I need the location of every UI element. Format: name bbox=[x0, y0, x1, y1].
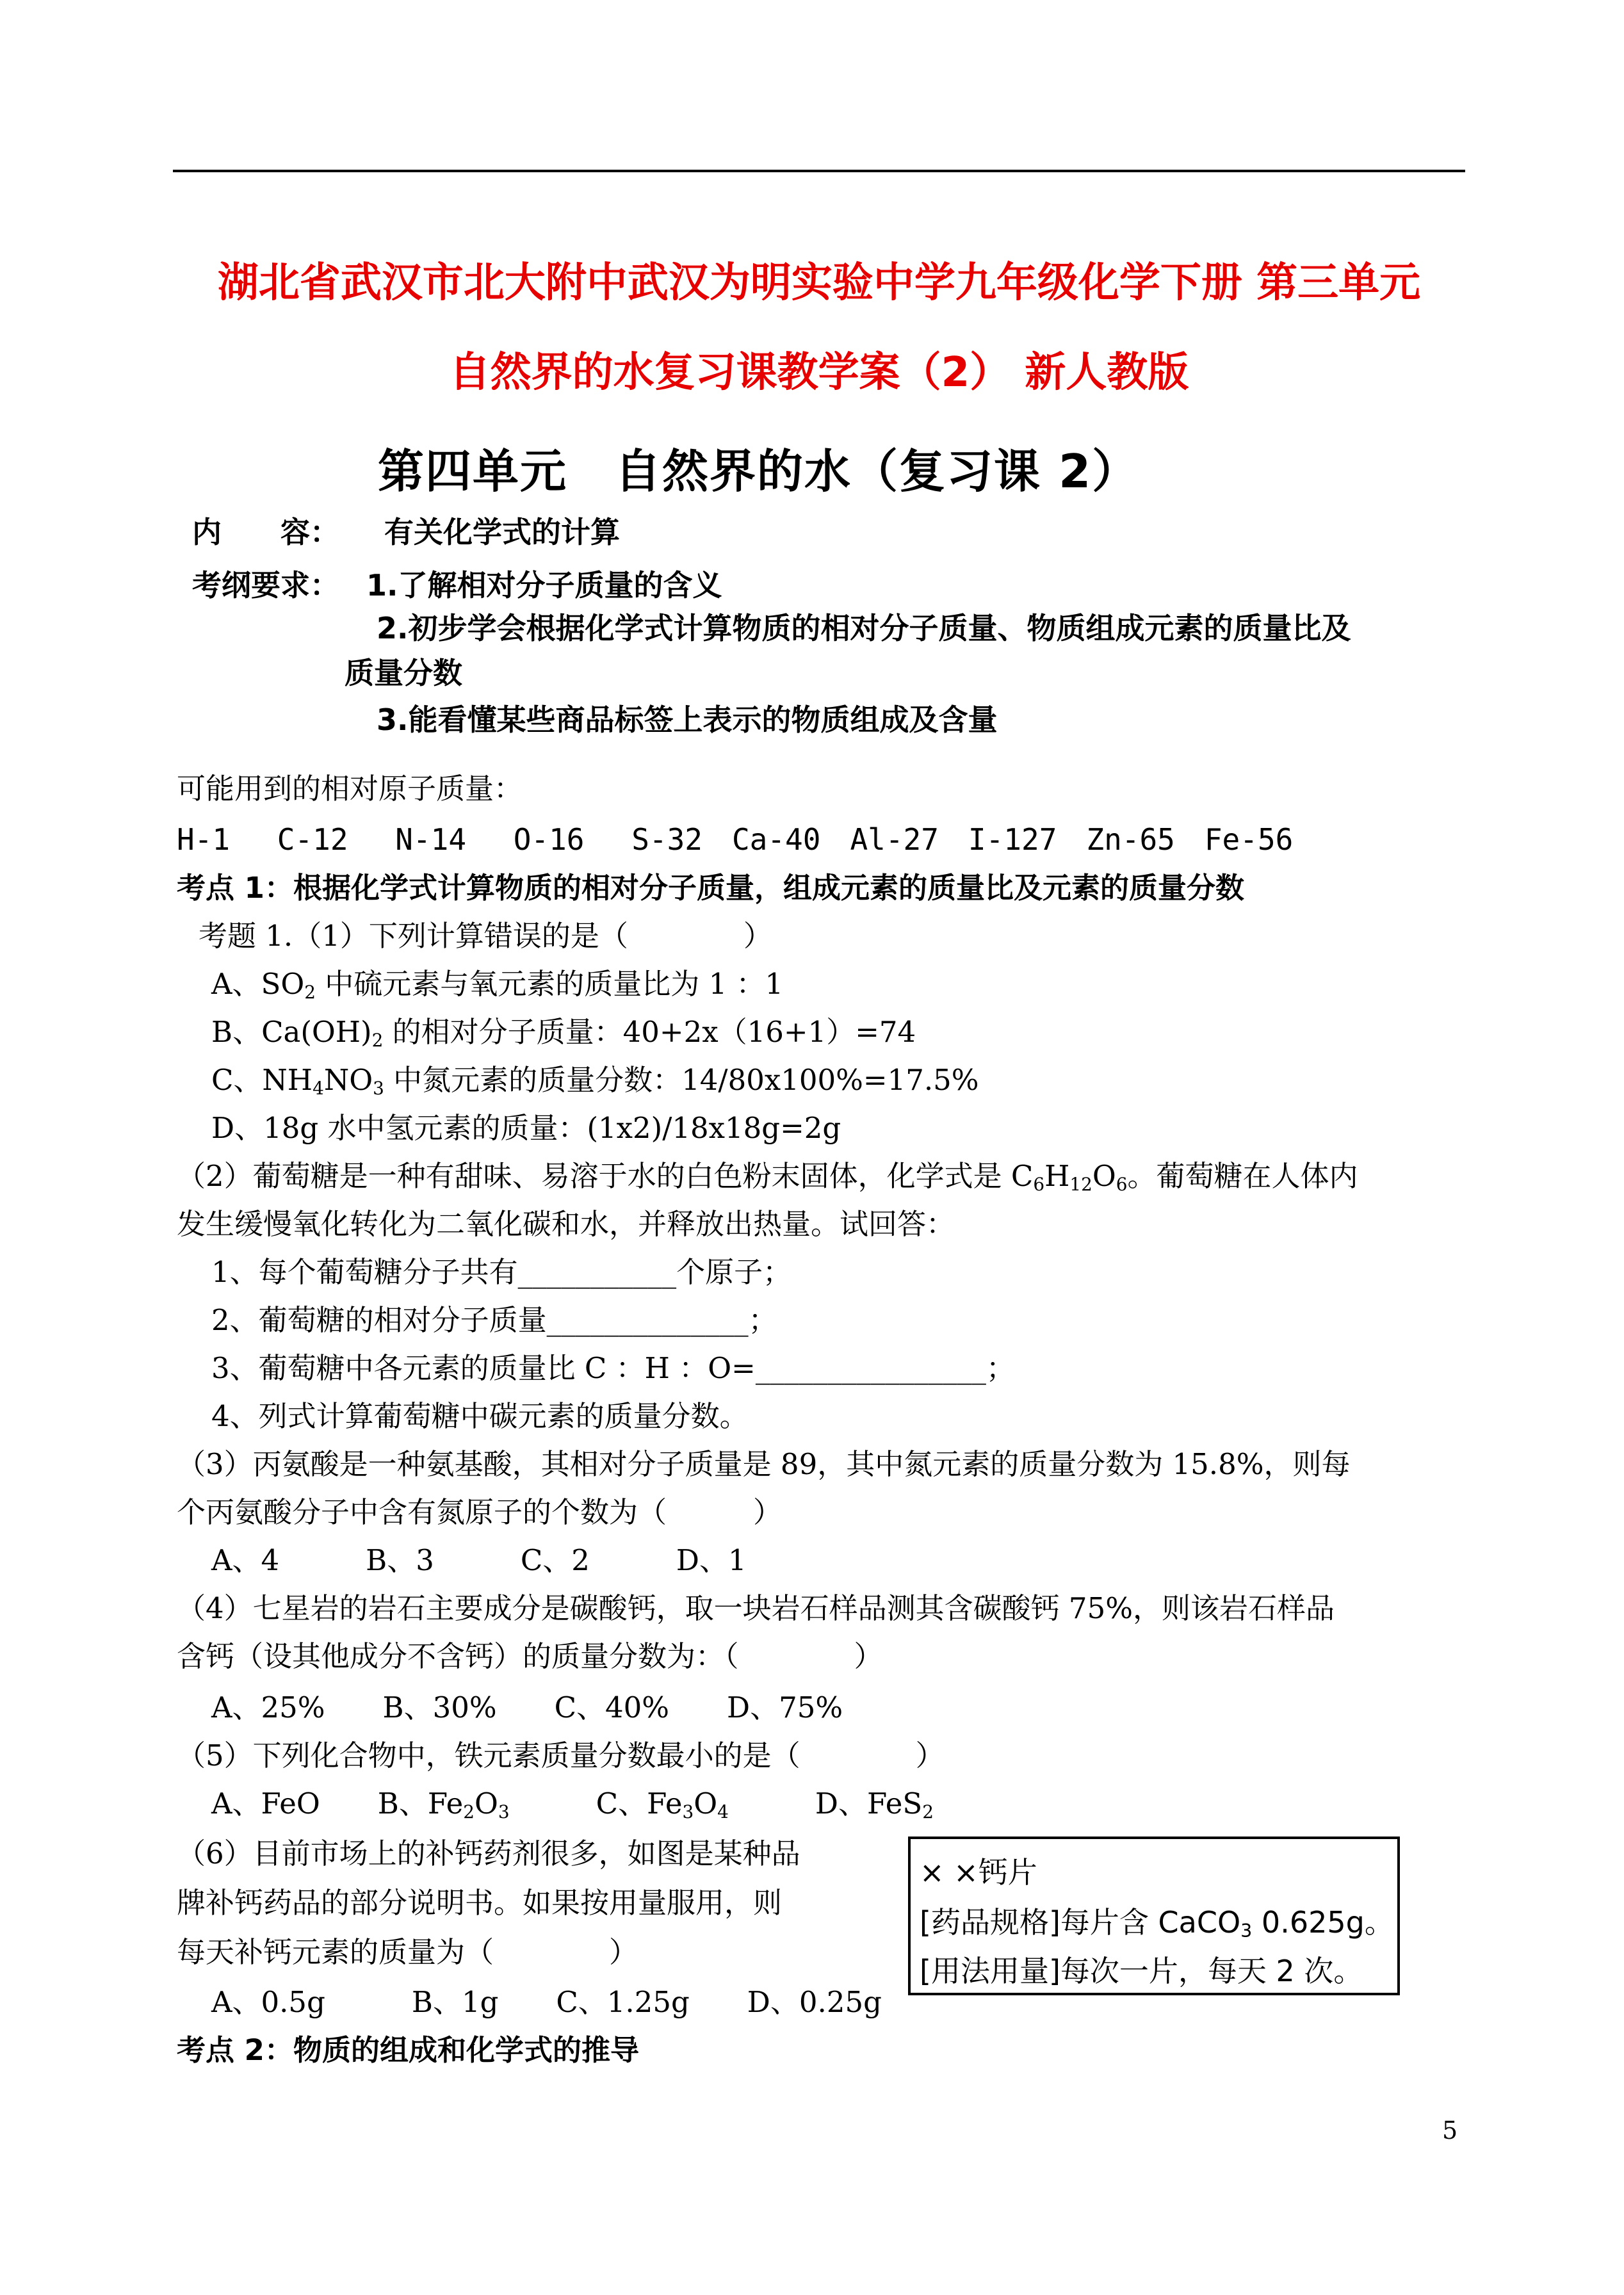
q1-option-a: A、$SO_2$ 中硫元素与氧元素的质量比为 1 ：1 bbox=[211, 967, 784, 1003]
q4-stem-line2: 含钙（设其他成分不含钙）的质量分数为：（ ） bbox=[177, 1639, 883, 1673]
atomic-mass-intro: 可能用到的相对原子质量： bbox=[177, 772, 523, 806]
q1-option-b: B、$Ca(OH)_2$ 的相对分子质量：40+2x（16+1）=74 bbox=[211, 1015, 916, 1051]
label-product-name: × ×钙片 bbox=[920, 1855, 1037, 1890]
syllabus-item-3: 3.能看懂某些商品标签上表示的物质组成及含量 bbox=[377, 702, 998, 737]
document-title-line1: 湖北省武汉市北大附中武汉为明实验中学九年级化学下册 第三单元 bbox=[217, 259, 1421, 307]
unit-heading: 第四单元 自然界的水（复习课 2） bbox=[378, 444, 1140, 498]
q2-item-2: 2、葡萄糖的相对分子质量______________； bbox=[211, 1303, 777, 1337]
syllabus-item-2-cont: 质量分数 bbox=[345, 656, 462, 690]
q2-stem-line2: 发生缓慢氧化转化为二氧化碳和水，并释放出热量。试回答： bbox=[177, 1207, 955, 1241]
syllabus-item-1: 1.了解相对分子质量的含义 bbox=[366, 568, 722, 603]
syllabus-item-2: 2.初步学会根据化学式计算物质的相对分子质量、物质组成元素的质量比及 bbox=[377, 611, 1351, 645]
q3-stem-line2: 个丙氨酸分子中含有氮原子的个数为（ ） bbox=[177, 1495, 783, 1529]
q4-stem-line1: （4）七星岩的岩石主要成分是碳酸钙，取一块岩石样品测其含碳酸钙 75%，则该岩石样品 bbox=[177, 1591, 1335, 1625]
q5-options: A、FeO B、$Fe_2O_3$ C、$Fe_3O_4$ D、FeS$_2$ bbox=[211, 1787, 934, 1822]
page-number: 5 bbox=[1442, 2116, 1458, 2145]
q6-stem-line1: （6）目前市场上的补钙药剂很多，如图是某种品 bbox=[177, 1837, 800, 1870]
q2-item-3: 3、葡萄糖中各元素的质量比 C ：H ：O=________________； bbox=[211, 1351, 1015, 1385]
q6-options: A、0.5g B、1g C、1.25g D、0.25g bbox=[211, 1985, 882, 2019]
q1-stem: 考题 1.（1）下列计算错误的是（ ） bbox=[199, 919, 772, 953]
q4-options: A、25% B、30% C、40% D、75% bbox=[211, 1691, 843, 1724]
syllabus-label: 考纲要求： bbox=[192, 568, 339, 603]
label-usage: [用法用量]每次一片，每天 2 次。 bbox=[920, 1954, 1363, 1988]
q1-option-c: C、$NH_4NO_3$ 中氮元素的质量分数：14/80x100%=17.5% bbox=[211, 1063, 979, 1099]
calcium-tablet-label bbox=[908, 1837, 1400, 1995]
q1-option-d: D、18g 水中氢元素的质量：(1x2)/18x18g=2g bbox=[211, 1111, 841, 1145]
content-label: 内 容： bbox=[192, 515, 339, 549]
q2-item-4: 4、列式计算葡萄糖中碳元素的质量分数。 bbox=[211, 1399, 749, 1433]
content-value: 有关化学式的计算 bbox=[384, 515, 620, 549]
q5-stem: （5）下列化合物中，铁元素质量分数最小的是（ ） bbox=[177, 1739, 945, 1772]
q2-stem-line1: （2）葡萄糖是一种有甜味、易溶于水的白色粉末固体，化学式是 $C_6H_{12}O_6$。葡萄糖在人体内 bbox=[177, 1159, 1358, 1195]
q3-stem-line1: （3）丙氨酸是一种氨基酸，其相对分子质量是 89，其中氮元素的质量分数为 15.8%，则每 bbox=[177, 1447, 1351, 1481]
document-title-line2: 自然界的水复习课教学案（2） 新人教版 bbox=[449, 349, 1189, 396]
q6-stem-line3: 每天补钙元素的质量为（ ） bbox=[177, 1935, 638, 1969]
q3-options: A、4 B、3 C、2 D、1 bbox=[211, 1543, 747, 1577]
q2-item-1: 1、每个葡萄糖分子共有___________个原子； bbox=[211, 1255, 792, 1289]
label-spec: [药品规格]每片含 CaCO$_3$ 0.625g。 bbox=[920, 1905, 1394, 1942]
header-rule bbox=[173, 170, 1465, 172]
point1-title: 考点 1：根据化学式计算物质的相对分子质量，组成元素的质量比及元素的质量分数 bbox=[177, 871, 1244, 905]
point2-title: 考点 2：物质的组成和化学式的推导 bbox=[177, 2033, 639, 2067]
q6-stem-line2: 牌补钙药品的部分说明书。如果按用量服用，则 bbox=[177, 1886, 783, 1920]
atomic-mass-values: H-1 C-12 N-14 O-16 S-32 Ca-40 Al-27 I-127 Zn-65 Fe-56 bbox=[177, 822, 1294, 857]
